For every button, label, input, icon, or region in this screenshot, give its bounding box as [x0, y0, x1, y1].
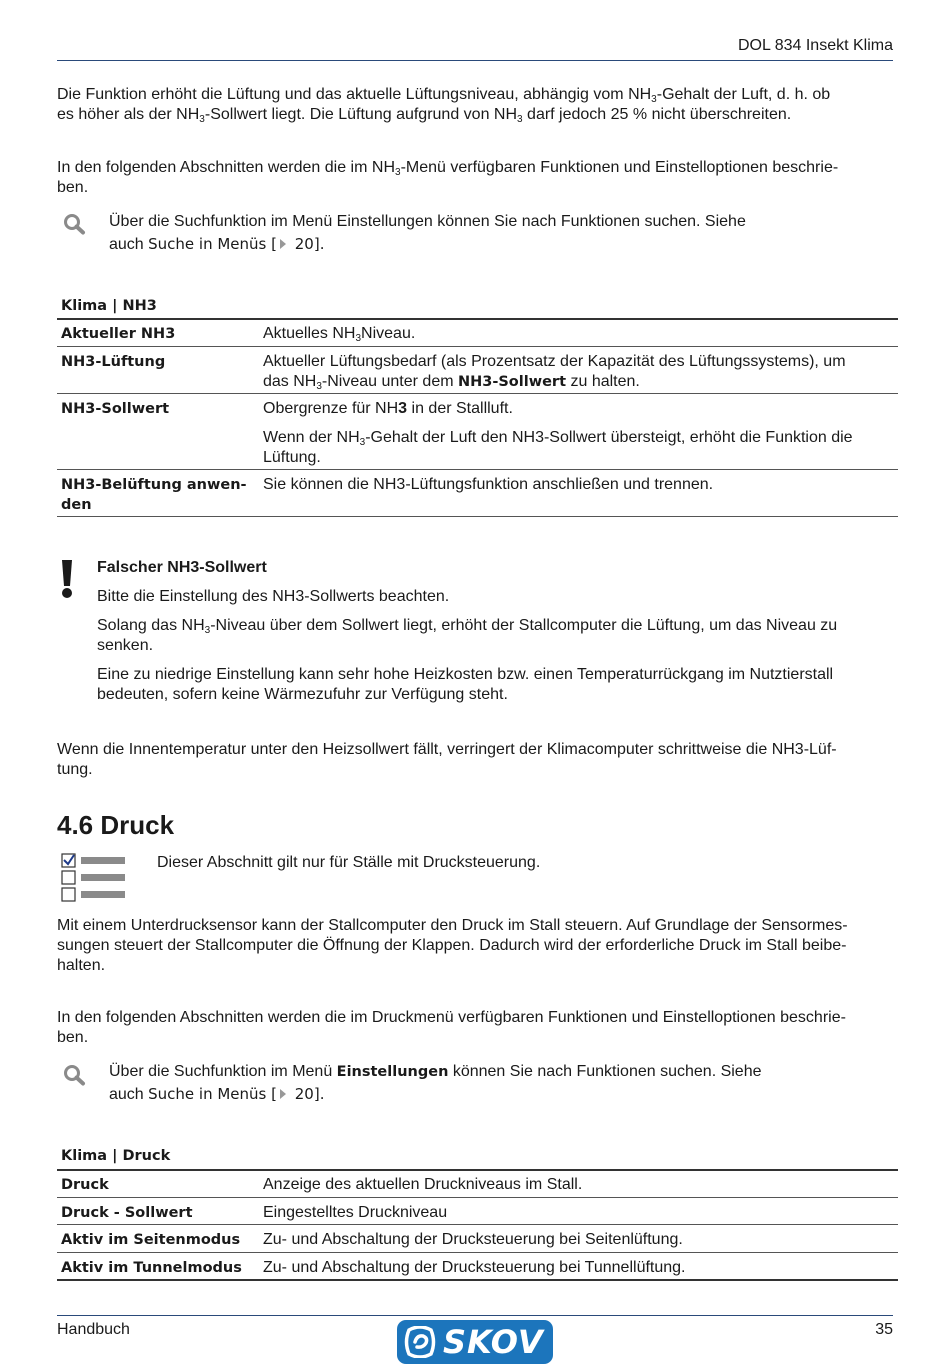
cross-reference-link[interactable]: Suche in Menüs	[148, 1085, 267, 1103]
intro-paragraph-2: In den folgenden Abschnitten werden die im $NH_3$-Menü verfügbaren Funktionen und Einstelloptionen beschrie- ben.	[57, 159, 839, 196]
footer-rule	[57, 1315, 893, 1316]
section-paragraph-1: Mit einem Unterdrucksensor kann der Stallcomputer den Druck im Stall steuern. Auf Grundlage der Sensormes- sungen steuert der Stallcomputer die Öffnung der Klappen. Dadurch wird der erforderliche Druck im Stall beibe- halten.	[57, 917, 848, 974]
table-row-label: Aktueller NH3	[61, 326, 176, 342]
table-row-label: NH3-Belüftung anwen- den	[61, 477, 247, 513]
table-nh3-title: Klima | NH3	[61, 298, 157, 314]
table-row-desc: Aktueller Lüftungsbedarf (als Prozentsatz der Kapazität des Lüftungssystems), um das $NH_3$-Niveau unter dem NH3-Sollwert zu halten.	[263, 353, 846, 392]
magnifier-icon	[63, 1064, 87, 1086]
page-number: 35	[875, 1321, 893, 1338]
table-row-label: Aktiv im Tunnelmodus	[61, 1260, 242, 1276]
intro-paragraph-1: Die Funktion erhöht die Lüftung und das aktuelle Lüftungsniveau, abhängig vom $NH_3$-Gehalt der Luft, d. h. ob es höher als der $NH_3$-Sollwert liegt. Die Lüftung aufgrund von $NH_3$ darf jedoch 25 % nicht überschreiten.	[57, 86, 831, 125]
table-druck-title: Klima | Druck	[61, 1148, 171, 1164]
table-row-label: NH3-Lüftung	[61, 354, 166, 370]
footer-left-label: Handbuch	[57, 1321, 130, 1338]
magnifier-icon	[63, 213, 87, 235]
section-note: Dieser Abschnitt gilt nur für Ställe mit Drucksteuerung.	[157, 854, 541, 871]
table-row-desc: Obergrenze für NH3 in der Stallluft. Wenn der $NH_3$-Gehalt der Luft den NH3-Sollwert übersteigt, erhöht die Funktion die Lüftung.	[263, 400, 853, 466]
table-row-desc: Sie können die NH3-Lüftungsfunktion anschließen und trennen.	[263, 476, 714, 493]
skov-logo-mark	[403, 1326, 437, 1358]
exclamation-icon	[59, 558, 75, 600]
table-row-label: Druck - Sollwert	[61, 1205, 193, 1221]
table-row-label: Aktiv im Seitenmodus	[61, 1232, 241, 1248]
warning-title: Falscher NH3-Sollwert	[97, 559, 267, 576]
section-paragraph-2: In den folgenden Abschnitten werden die im Druckmenü verfügbaren Funktionen und Einstelloptionen beschrie- ben.	[57, 1009, 846, 1046]
document-title: DOL 834 Insekt Klima	[737, 37, 893, 54]
cross-reference-link[interactable]: Suche in Menüs	[148, 235, 267, 253]
table-row-desc: Zu- und Abschaltung der Drucksteuerung bei Seitenlüftung.	[263, 1231, 683, 1248]
checklist-icon	[61, 853, 127, 903]
table-row-desc: Zu- und Abschaltung der Drucksteuerung bei Tunnellüftung.	[263, 1259, 686, 1276]
skov-logo-text: SKOV	[443, 1323, 544, 1361]
page-arrow-icon	[280, 239, 286, 249]
page-arrow-icon	[280, 1089, 286, 1099]
skov-logo	[397, 1320, 553, 1364]
section-heading: 4.6 Druck	[57, 810, 175, 840]
table-row-label: NH3-Sollwert	[61, 401, 170, 417]
warning-box: Falscher NH3-Sollwert Bitte die Einstellung des NH3-Sollwerts beachten. Solang das $NH_3$-Niveau über dem Sollwert liegt, erhöht der Stallcomputer die Lüftung, um das Niveau zu senken. Eine zu niedrige Einstellung kann sehr hohe Heizkosten bzw. einen Temperaturrückgang im Nutztierstall bedeuten, sofern keine Wärmezufuhr zur Verfügung steht.	[97, 558, 897, 705]
table-row-desc: Eingestelltes Druckniveau	[263, 1204, 448, 1221]
heating-paragraph: Wenn die Innentemperatur unter den Heizsollwert fällt, verringert der Klimacomputer schrittweise die NH3-Lüf- tung.	[57, 741, 837, 778]
search-tip-2: Über die Suchfunktion im Menü Einstellungen können Sie nach Funktionen suchen. Siehe auch Suche in Menüs [ 20].	[109, 1063, 762, 1103]
table-row-label: Druck	[61, 1177, 109, 1193]
search-tip-1: Über die Suchfunktion im Menü Einstellungen können Sie nach Funktionen suchen. Siehe auch Suche in Menüs [ 20].	[109, 213, 746, 253]
table-row-desc: Anzeige des aktuellen Druckniveaus im Stall.	[263, 1176, 583, 1193]
header-rule	[57, 60, 893, 61]
table-row-desc: Aktuelles $NH_3Niveau$.	[263, 325, 416, 344]
